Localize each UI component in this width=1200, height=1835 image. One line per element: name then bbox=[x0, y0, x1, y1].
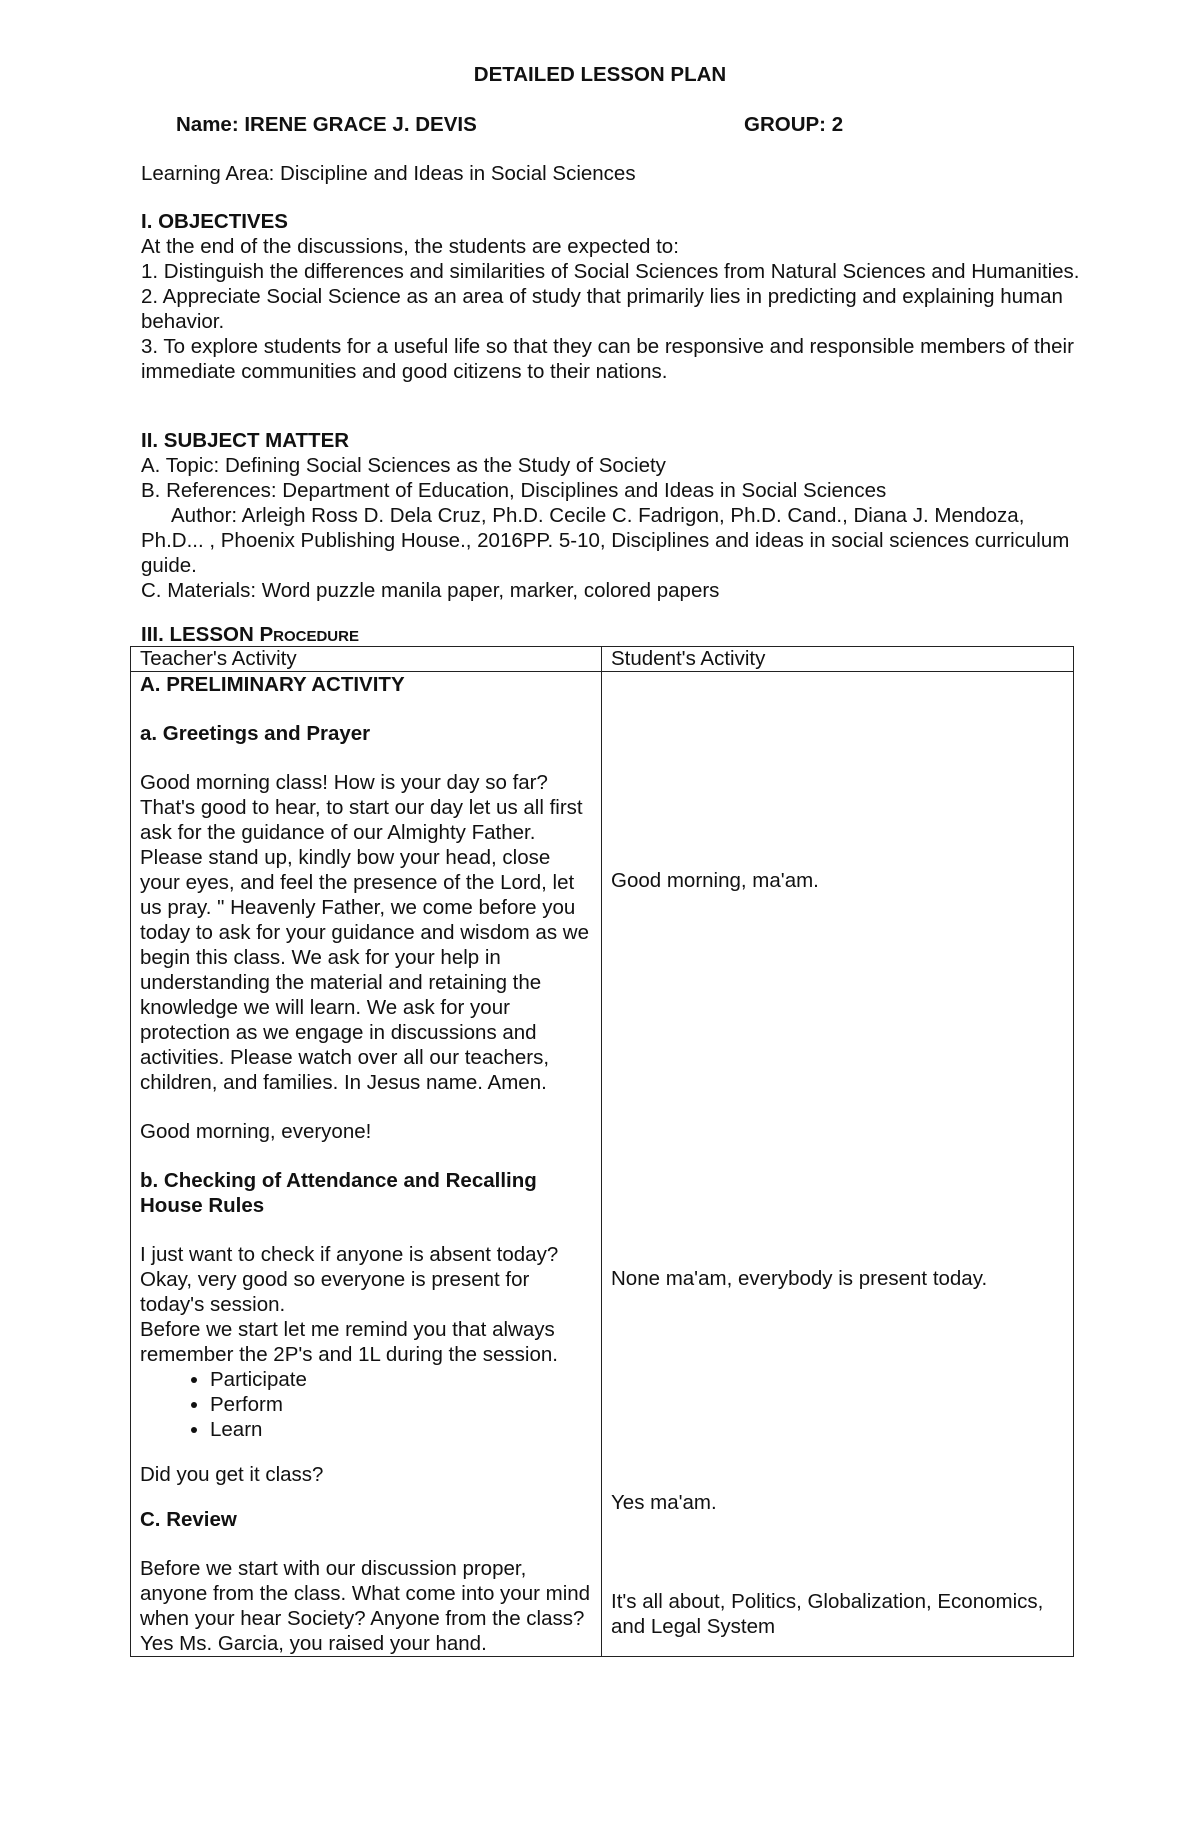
procedure-table bbox=[130, 646, 1074, 1657]
author-name: Name: IRENE GRACE J. DEVIS bbox=[176, 113, 477, 136]
table-header-row bbox=[131, 647, 1074, 672]
student-response: It's all about, Politics, Globalization, Economics, and Legal System bbox=[611, 1590, 1044, 1638]
procedure-heading-small: ROCEDURE bbox=[273, 628, 359, 645]
objective-item: 3. To explore students for a useful life so that they can be responsive and responsible members of their immediate communities and good citizens to their nations. bbox=[141, 335, 1074, 383]
review-text: Before we start with our discussion proper, anyone from the class. What come into your mind when your hear Society? Anyone from the class? Yes Ms. Garcia, you raised your hand. bbox=[140, 1557, 591, 1655]
col-teacher-header: Teacher's Activity bbox=[131, 647, 602, 672]
author-line: Author: Arleigh Ross D. Dela Cruz, Ph.D. Cecile C. Fadrigon, Ph.D. Cand., Diana J. Mendoza, Ph.D... , Phoenix Publishing House., 2016PP. 5-10, Disciplines and ideas in social sciences curriculum guide. bbox=[141, 504, 1070, 577]
student-response: Yes ma'am. bbox=[611, 1491, 717, 1514]
table-row bbox=[131, 672, 1074, 1657]
subject-matter-section bbox=[141, 428, 1081, 603]
objectives-intro: At the end of the discussions, the students are expected to: bbox=[141, 235, 679, 258]
greetings-text: Good morning class! How is your day so far? That's good to hear, to start our day let us all first ask for the guidance of our Almighty Father. Please stand up, kindly bow your head, close your eyes, and feel the presence of the Lord, let us pray. " Heavenly Father, we come before you today to ask for your guidance and wisdom as we begin this class. We ask for your help in understanding the material and retaining the knowledge we will learn. We ask for your protection as we engage in discussions and activities. Please watch over all our teachers, children, and families. In Jesus name. Amen. bbox=[140, 771, 589, 1094]
objectives-heading: I. OBJECTIVES bbox=[141, 210, 288, 233]
subject-matter-heading: II. SUBJECT MATTER bbox=[141, 429, 350, 452]
col-student-header: Student's Activity bbox=[602, 647, 1074, 672]
materials-line: C. Materials: Word puzzle manila paper, marker, colored papers bbox=[141, 579, 720, 602]
procedure-heading bbox=[141, 622, 1081, 649]
attendance-heading: b. Checking of Attendance and Recalling House Rules bbox=[140, 1169, 537, 1217]
rules-text: Before we start let me remind you that always remember the 2P's and 1L during the session. bbox=[140, 1318, 558, 1366]
list-item: • Participate bbox=[210, 1367, 592, 1392]
objective-item: 1. Distinguish the differences and similarities of Social Sciences from Natural Sciences and Humanities. bbox=[141, 260, 1080, 283]
topic-line: A. Topic: Defining Social Sciences as the Study of Society bbox=[141, 454, 666, 477]
references-line: B. References: Department of Education, Disciplines and Ideas in Social Sciences bbox=[141, 479, 887, 502]
greetings-reply: Good morning, everyone! bbox=[140, 1120, 372, 1143]
objective-item: 2. Appreciate Social Science as an area of study that primarily lies in predicting and explaining human behavior. bbox=[141, 285, 1063, 333]
objectives-section bbox=[141, 209, 1081, 384]
rules-list bbox=[140, 1367, 592, 1442]
student-response: None ma'am, everybody is present today. bbox=[611, 1267, 988, 1290]
learning-area: Learning Area: Discipline and Ideas in Social Sciences bbox=[141, 162, 636, 185]
student-activity-cell bbox=[602, 672, 1074, 1657]
group-label: GROUP: 2 bbox=[744, 113, 844, 136]
list-item: • Learn bbox=[210, 1417, 592, 1442]
review-heading: C. Review bbox=[140, 1508, 237, 1531]
attendance-text: I just want to check if anyone is absent today? Okay, very good so everyone is present for today's session. bbox=[140, 1243, 559, 1316]
greetings-heading: a. Greetings and Prayer bbox=[140, 722, 371, 745]
rules-question: Did you get it class? bbox=[140, 1463, 324, 1486]
student-response: Good morning, ma'am. bbox=[611, 869, 819, 892]
procedure-heading-prefix: III. LESSON P bbox=[141, 623, 274, 646]
preliminary-heading: A. PRELIMINARY ACTIVITY bbox=[140, 673, 405, 696]
list-item: • Perform bbox=[210, 1392, 592, 1417]
document-title: DETAILED LESSON PLAN bbox=[473, 63, 727, 86]
teacher-activity-cell bbox=[131, 672, 602, 1657]
